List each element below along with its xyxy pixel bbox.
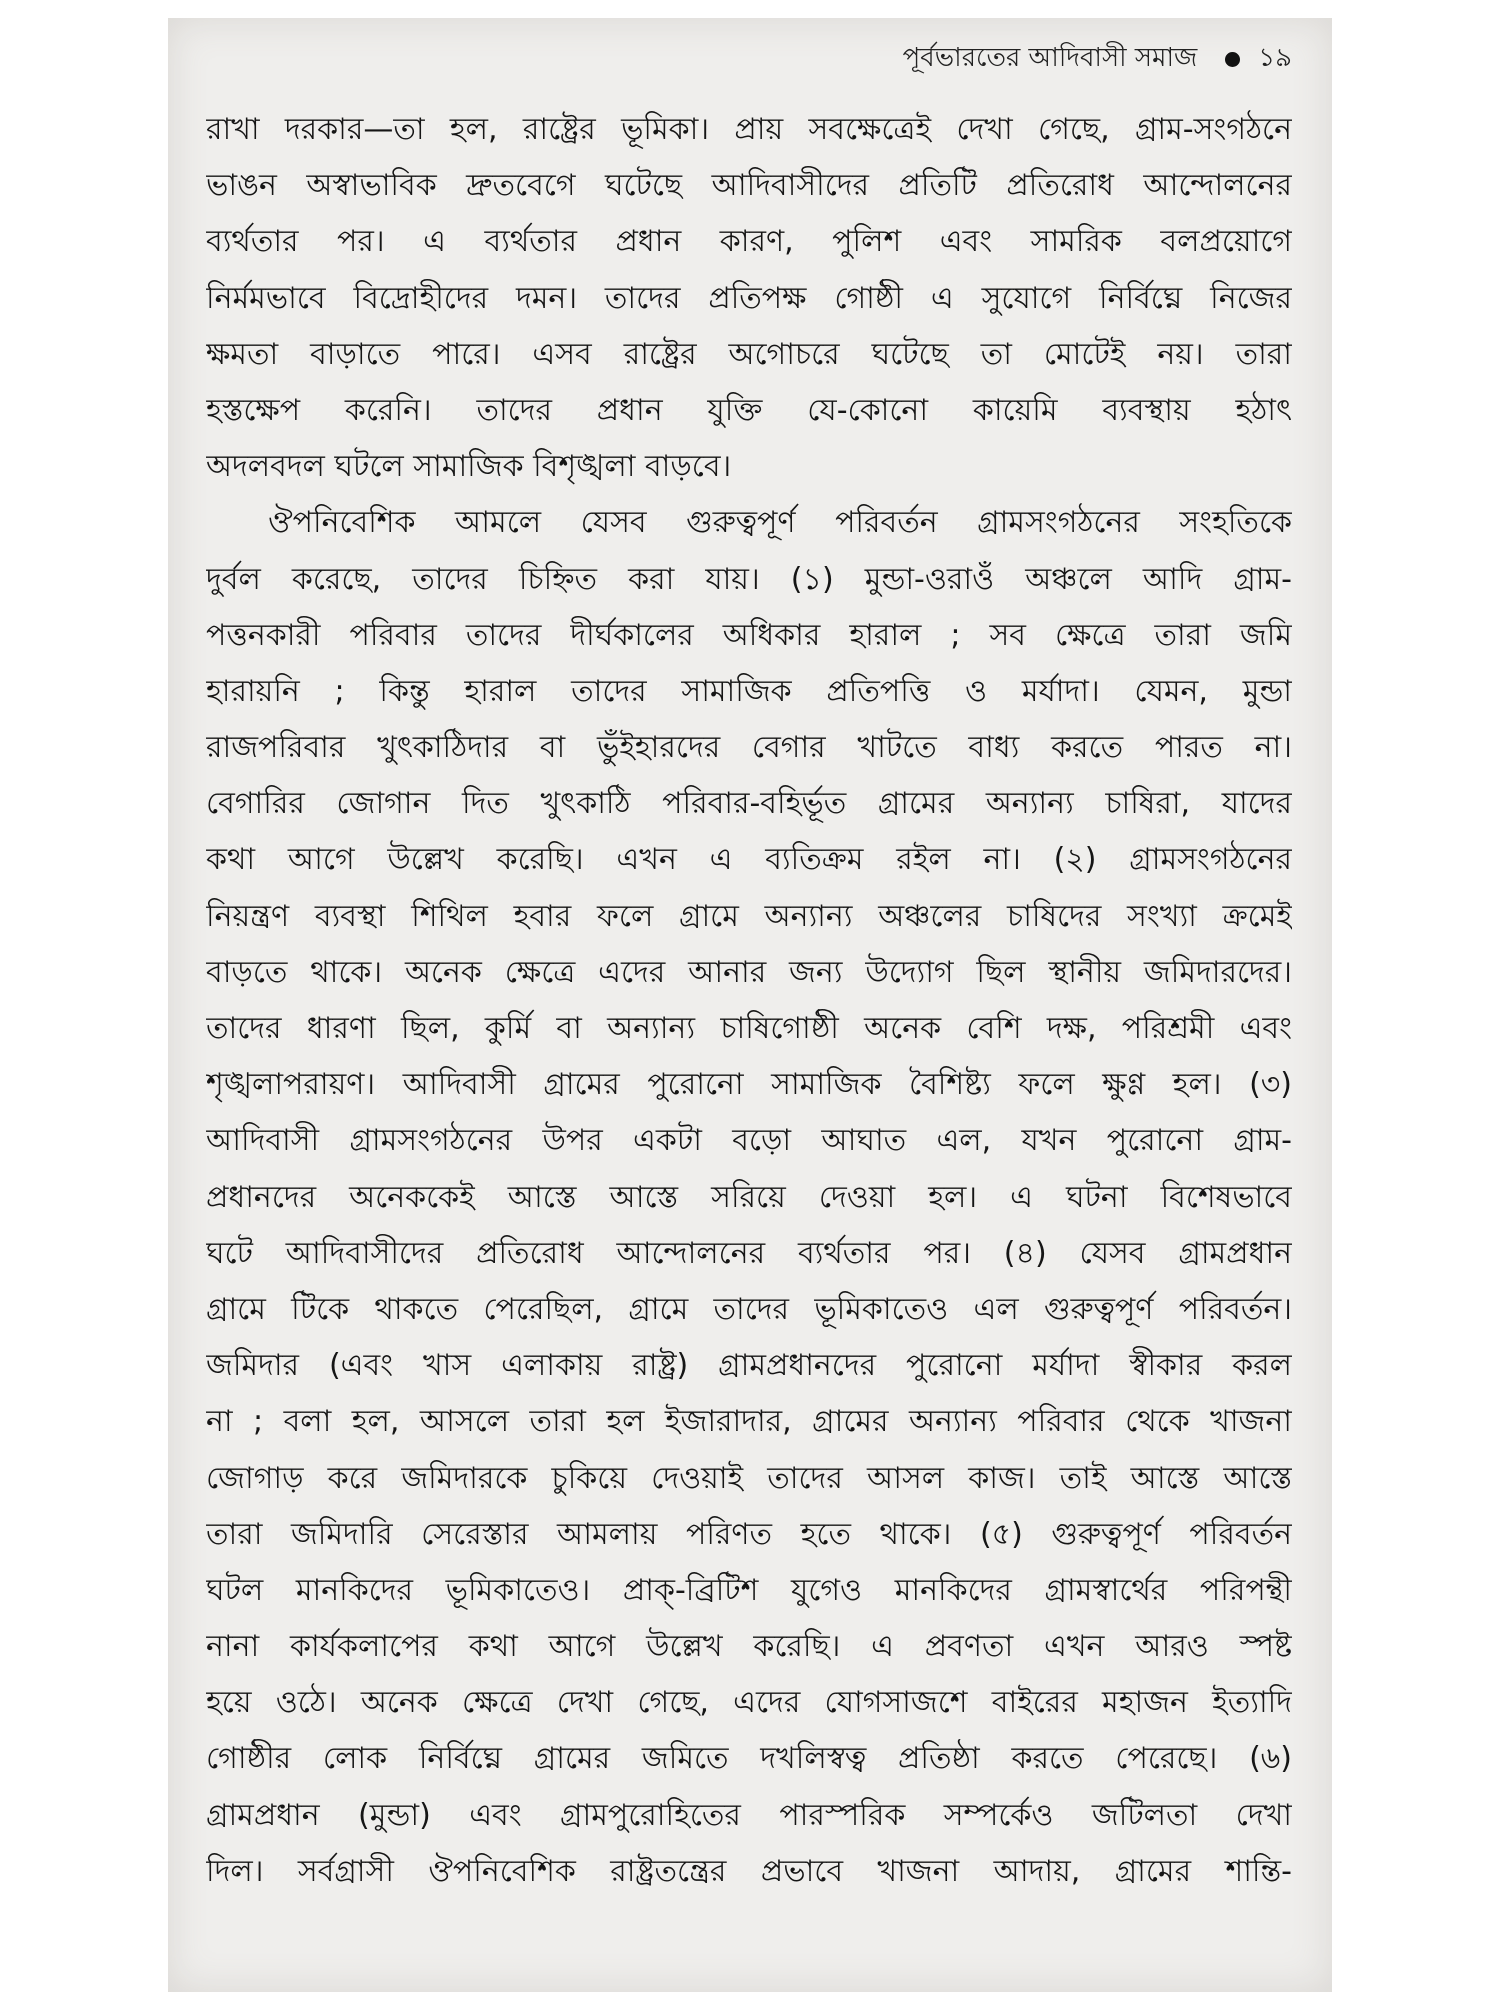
text-line: শৃঙ্খলাপরায়ণ। আদিবাসী গ্রামের পুরোনো সামাজিক বৈশিষ্ট্য ফলে ক্ষুণ্ণ হল। (৩) bbox=[206, 1067, 1292, 1103]
text-line: গ্রামে টিকে থাকতে পেরেছিল, গ্রামে তাদের ভূমিকাতেও এল গুরুত্বপূর্ণ পরিবর্তন। bbox=[206, 1291, 1292, 1327]
body-text bbox=[206, 102, 1292, 1900]
text-line: রাখা দরকার—তা হল, রাষ্ট্রের ভূমিকা। প্রায় সবক্ষেত্রেই দেখা গেছে, গ্রাম-সংগঠনে bbox=[206, 112, 1292, 147]
running-title: পূর্বভারতের আদিবাসী সমাজ bbox=[902, 43, 1198, 73]
text-line: হারায়নি ; কিন্তু হারাল তাদের সামাজিক প্রতিপত্তি ও মর্যাদা। যেমন, মুন্ডা bbox=[206, 673, 1292, 709]
book-page bbox=[168, 18, 1332, 1992]
text-line: অদলবদল ঘটলে সামাজিক বিশৃঙ্খলা বাড়বে। bbox=[206, 449, 732, 485]
text-line: ক্ষমতা বাড়াতে পারে। এসব রাষ্ট্রের অগোচরে ঘটেছে তা মোটেই নয়। তারা bbox=[206, 336, 1292, 372]
text-line: কথা আগে উল্লেখ করেছি। এখন এ ব্যতিক্রম রইল না। (২) গ্রামসংগঠনের bbox=[206, 842, 1292, 878]
text-line: হস্তক্ষেপ করেনি। তাদের প্রধান যুক্তি যে-কোনো কায়েমি ব্যবস্থায় হঠাৎ bbox=[206, 392, 1292, 428]
text-line: তারা জমিদারি সেরেস্তার আমলায় পরিণত হতে থাকে। (৫) গুরুত্বপূর্ণ পরিবর্তন bbox=[206, 1516, 1292, 1552]
paragraph-first-line: ঔপনিবেশিক আমলে যেসব গুরুত্বপূর্ণ পরিবর্তন গ্রামসংগঠনের সংহতিকে bbox=[268, 505, 1292, 541]
text-line: ঘটে আদিবাসীদের প্রতিরোধ আন্দোলনের ব্যর্থতার পর। (৪) যেসব গ্রামপ্রধান bbox=[206, 1235, 1292, 1271]
text-line: নির্মমভাবে বিদ্রোহীদের দমন। তাদের প্রতিপক্ষ গোষ্ঠী এ সুযোগে নির্বিঘ্নে নিজের bbox=[206, 280, 1292, 316]
text-line: নিয়ন্ত্রণ ব্যবস্থা শিথিল হবার ফলে গ্রামে অন্যান্য অঞ্চলের চাষিদের সংখ্যা ক্রমেই bbox=[206, 898, 1292, 934]
text-line: প্রধানদের অনেককেই আস্তে আস্তে সরিয়ে দেওয়া হল। এ ঘটনা বিশেষভাবে bbox=[206, 1179, 1292, 1215]
text-line: জোগাড় করে জমিদারকে চুকিয়ে দেওয়াই তাদের আসল কাজ। তাই আস্তে আস্তে bbox=[206, 1460, 1292, 1496]
text-line: না ; বলা হল, আসলে তারা হল ইজারাদার, গ্রামের অন্যান্য পরিবার থেকে খাজনা bbox=[206, 1404, 1292, 1440]
text-line: ঘটল মানকিদের ভূমিকাতেও। প্রাক্-ব্রিটিশ যুগেও মানকিদের গ্রামস্বার্থের পরিপন্থী bbox=[206, 1572, 1292, 1608]
text-line: দিল। সর্বগ্রাসী ঔপনিবেশিক রাষ্ট্রতন্ত্রের প্রভাবে খাজনা আদায়, গ্রামের শান্তি- bbox=[206, 1853, 1292, 1889]
text-line: ব্যর্থতার পর। এ ব্যর্থতার প্রধান কারণ, পুলিশ এবং সামরিক বলপ্রয়োগে bbox=[206, 224, 1292, 260]
text-line: নানা কার্যকলাপের কথা আগে উল্লেখ করেছি। এ প্রবণতা এখন আরও স্পষ্ট bbox=[206, 1629, 1292, 1665]
text-line: আদিবাসী গ্রামসংগঠনের উপর একটা বড়ো আঘাত এল, যখন পুরোনো গ্রাম- bbox=[206, 1123, 1292, 1159]
text-line: জমিদার (এবং খাস এলাকায় রাষ্ট্র) গ্রামপ্রধানদের পুরোনো মর্যাদা স্বীকার করল bbox=[206, 1348, 1292, 1384]
text-line: রাজপরিবার খুৎকাঠিদার বা ভুঁইহারদের বেগার খাটতে বাধ্য করতে পারত না। bbox=[206, 730, 1292, 766]
bullet-separator-icon bbox=[1225, 52, 1240, 67]
text-line: বেগারির জোগান দিত খুৎকাঠি পরিবার-বহির্ভূত গ্রামের অন্যান্য চাষিরা, যাদের bbox=[206, 786, 1292, 822]
page-number: ১৯ bbox=[1258, 43, 1292, 73]
page-header bbox=[168, 34, 1292, 84]
text-line: হয়ে ওঠে। অনেক ক্ষেত্রে দেখা গেছে, এদের যোগসাজশে বাইরের মহাজন ইত্যাদি bbox=[206, 1685, 1292, 1721]
text-line: বাড়তে থাকে। অনেক ক্ষেত্রে এদের আনার জন্য উদ্যোগ ছিল স্থানীয় জমিদারদের। bbox=[206, 954, 1292, 990]
text-line: তাদের ধারণা ছিল, কুর্মি বা অন্যান্য চাষিগোষ্ঠী অনেক বেশি দক্ষ, পরিশ্রমী এবং bbox=[206, 1011, 1292, 1046]
text-line: পত্তনকারী পরিবার তাদের দীর্ঘকালের অধিকার হারাল ; সব ক্ষেত্রে তারা জমি bbox=[206, 617, 1292, 653]
text-line: গোষ্ঠীর লোক নির্বিঘ্নে গ্রামের জমিতে দখলিস্বত্ব প্রতিষ্ঠা করতে পেরেছে। (৬) bbox=[206, 1741, 1292, 1777]
text-line: গ্রামপ্রধান (মুন্ডা) এবং গ্রামপুরোহিতের পারস্পরিক সম্পর্কেও জটিলতা দেখা bbox=[206, 1797, 1292, 1833]
text-line: দুর্বল করেছে, তাদের চিহ্নিত করা যায়। (১) মুন্ডা-ওরাওঁ অঞ্চলে আদি গ্রাম- bbox=[206, 561, 1292, 597]
text-line: ভাঙন অস্বাভাবিক দ্রুতবেগে ঘটেছে আদিবাসীদের প্রতিটি প্রতিরোধ আন্দোলনের bbox=[206, 168, 1292, 204]
